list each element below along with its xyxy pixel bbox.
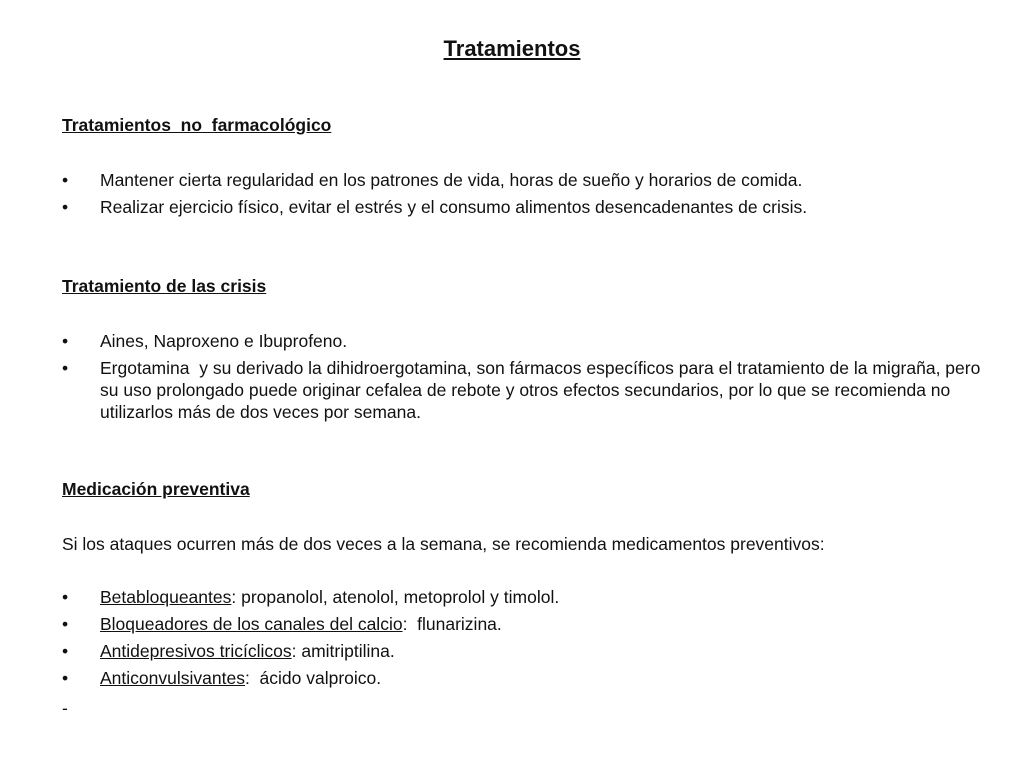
bullet-icon: • bbox=[62, 170, 69, 190]
drug-class-detail: : flunarizina. bbox=[402, 614, 502, 634]
bullet-icon: • bbox=[62, 197, 69, 217]
trailing-dash: - bbox=[62, 698, 68, 718]
list-item bbox=[62, 586, 982, 608]
drug-class-term: Antidepresivos tricíclicos bbox=[100, 641, 292, 661]
list-item-text: Aines, Naproxeno e Ibuprofeno. bbox=[100, 331, 348, 351]
list-item bbox=[62, 667, 982, 689]
preventive-intro: Si los ataques ocurren más de dos veces a la semana, se recomienda medicamentos preventivos: bbox=[62, 534, 825, 554]
section-heading-crisis-treatment: Tratamiento de las crisis bbox=[62, 276, 267, 296]
drug-class-detail: : propanolol, atenolol, metoprolol y timolol. bbox=[231, 587, 560, 607]
list-item bbox=[62, 357, 986, 423]
bullet-icon: • bbox=[62, 614, 69, 634]
crisis-treatment-list bbox=[62, 330, 986, 423]
drug-class-term: Bloqueadores de los canales del calcio bbox=[100, 614, 403, 634]
preventive-drugs-list bbox=[62, 586, 982, 689]
list-item bbox=[62, 640, 982, 662]
section-heading-preventive-medication: Medicación preventiva bbox=[62, 479, 250, 499]
drug-class-detail: : ácido valproico. bbox=[244, 668, 382, 688]
list-item bbox=[62, 169, 982, 191]
list-item-text: Ergotamina y su derivado la dihidroergotamina, son fármacos específicos para el tratamiento de la migraña, pero su uso prolongado puede originar cefalea de rebote y otros efectos secundarios, por lo que se recomienda no utilizarlos más de dos veces por semana. bbox=[100, 358, 986, 422]
list-item bbox=[62, 196, 982, 218]
drug-class-detail: : amitriptilina. bbox=[291, 641, 395, 661]
non-pharmacological-list bbox=[62, 169, 982, 218]
drug-class-term: Anticonvulsivantes bbox=[100, 668, 245, 688]
bullet-icon: • bbox=[62, 358, 69, 378]
drug-class-term: Betabloqueantes bbox=[100, 587, 232, 607]
slide-title: Tratamientos bbox=[443, 36, 581, 61]
list-item bbox=[62, 613, 982, 635]
list-item-text: Realizar ejercicio físico, evitar el estrés y el consumo alimentos desencadenantes de crisis. bbox=[100, 197, 808, 217]
bullet-icon: • bbox=[62, 668, 69, 688]
list-item-text: Mantener cierta regularidad en los patrones de vida, horas de sueño y horarios de comida. bbox=[100, 170, 803, 190]
bullet-icon: • bbox=[62, 331, 69, 351]
slide-content bbox=[62, 114, 986, 719]
bullet-icon: • bbox=[62, 587, 69, 607]
list-item bbox=[62, 330, 982, 352]
bullet-icon: • bbox=[62, 641, 69, 661]
section-heading-non-pharmacological: Tratamientos no farmacológico bbox=[62, 115, 332, 135]
